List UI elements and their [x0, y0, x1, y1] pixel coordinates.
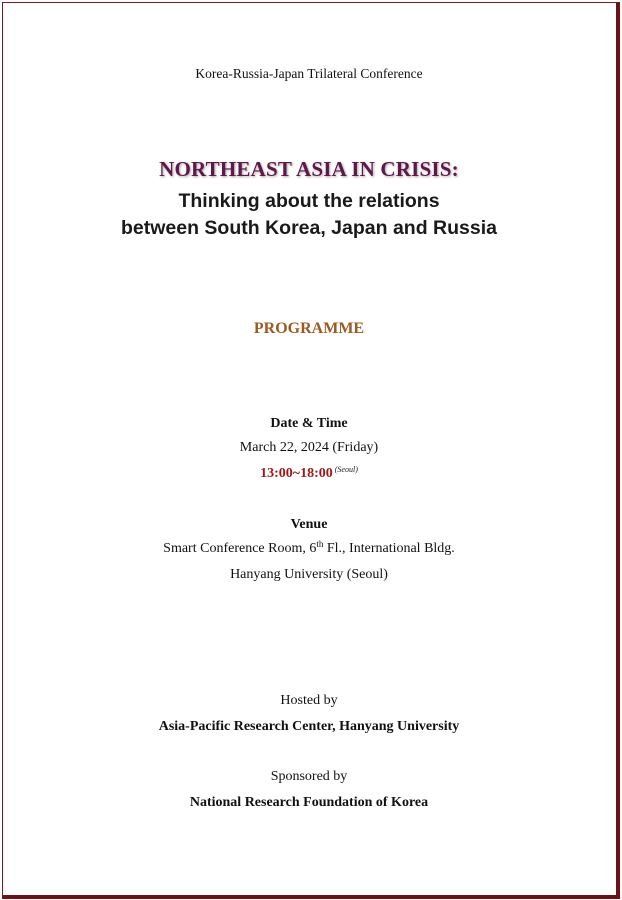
venue-heading: Venue: [290, 517, 328, 532]
host-organization: Asia-Pacific Research Center, Hanyang University: [158, 719, 460, 734]
conference-name: Korea-Russia-Japan Trilateral Conference: [195, 66, 423, 81]
sponsored-by-label: Sponsored by: [270, 769, 348, 784]
event-time-row: [0, 465, 618, 482]
programme-heading: PROGRAMME: [253, 320, 365, 337]
hosted-by-label: Hosted by: [280, 693, 338, 708]
date-time-heading: Date & Time: [270, 416, 348, 431]
event-date: March 22, 2024 (Friday): [239, 440, 379, 455]
subtitle-line-2: between South Korea, Japan and Russia: [120, 217, 497, 239]
main-title: NORTHEAST ASIA IN CRISIS:: [159, 157, 459, 181]
event-time: 13:00~18:00: [260, 466, 333, 481]
venue-room-prefix: Smart Conference Room, 6: [163, 541, 317, 556]
subtitle-line-1: Thinking about the relations: [178, 190, 440, 212]
timezone-note: (Seoul): [334, 465, 358, 474]
venue-room-suffix: Fl., International Bldg.: [323, 541, 455, 556]
venue-university: Hanyang University (Seoul): [230, 567, 388, 582]
floor-ordinal: th: [316, 539, 324, 549]
sponsor-organization: National Research Foundation of Korea: [189, 795, 429, 810]
venue-room: [0, 541, 618, 557]
